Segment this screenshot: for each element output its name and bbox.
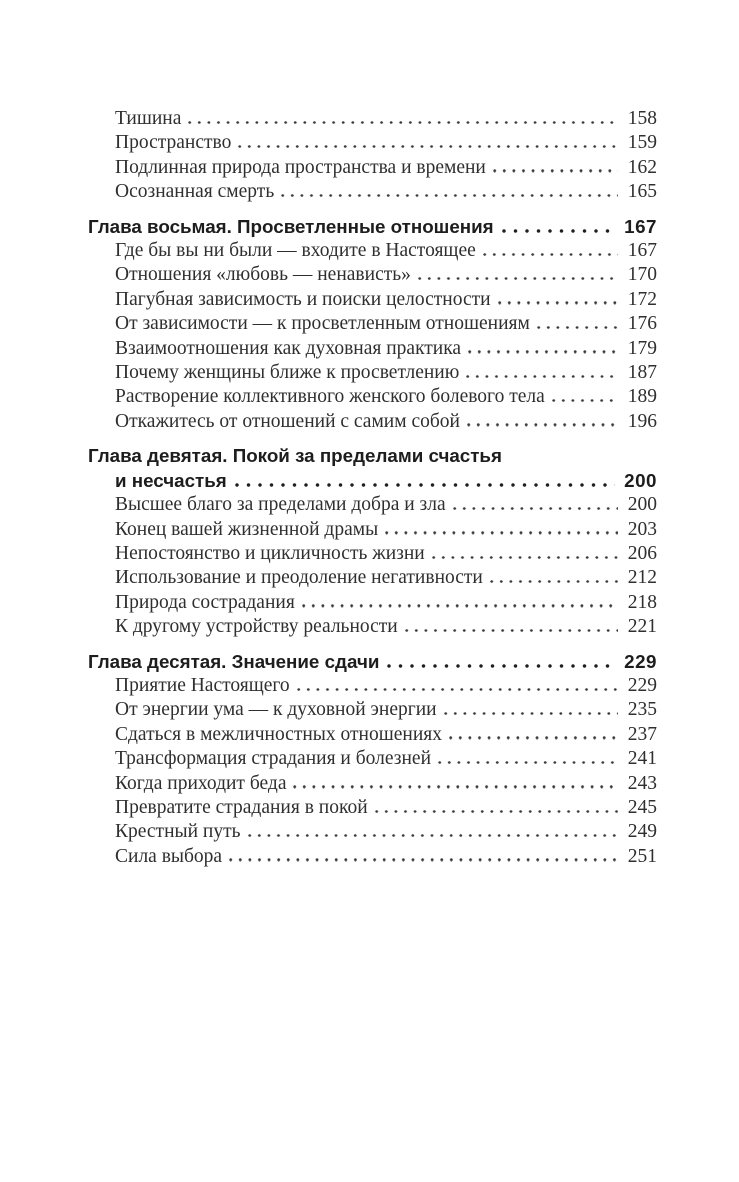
toc-item-title: Трансформация страдания и болезней [115,748,432,770]
dot-leader [453,507,618,510]
toc-item-page-number: 249 [627,821,657,843]
toc-item-row[interactable] [115,698,657,722]
toc-item-title: Растворение коллективного женского болевого тела [115,386,545,408]
toc-item-page-number: 200 [627,494,657,516]
toc-item-title: Осознанная смерть [115,181,275,203]
toc-item-page-number: 189 [627,386,657,408]
toc-item-page-number: 245 [627,796,657,818]
dot-leader [438,761,618,764]
dot-leader [281,194,618,197]
dot-leader [468,350,618,353]
toc-item-title: К другому устройству реальности [115,616,398,638]
toc-item-page-number: 176 [627,313,657,335]
toc-item-row[interactable] [115,410,657,434]
toc-item-page-number: 243 [627,772,657,794]
chapter-heading-line [88,215,657,239]
dot-leader [293,785,618,788]
toc-item-row[interactable] [115,772,657,796]
dot-leader [229,858,618,861]
dot-leader [552,399,618,402]
toc-section [88,444,657,639]
dot-leader [235,483,615,487]
toc-item-page-number: 158 [627,108,657,129]
toc-item-page-number: 187 [627,362,657,384]
dot-leader [387,664,615,668]
chapter-page-number: 200 [624,469,657,491]
toc-item-row[interactable] [115,674,657,698]
toc-item-row[interactable] [115,385,657,409]
dot-leader [498,301,618,304]
toc-item-page-number: 212 [627,567,657,589]
toc-item-row[interactable] [115,542,657,566]
toc-item-row[interactable] [115,337,657,361]
toc-item-title: Приятие Настоящего [115,674,290,696]
toc-item-page-number: 241 [627,748,657,770]
toc-item-page-number: 196 [627,410,657,432]
toc-item-title: От зависимости — к просветленным отношениям [115,313,530,335]
dot-leader [444,712,618,715]
toc-item-page-number: 221 [627,616,657,638]
toc-item-page-number: 229 [627,674,657,696]
toc-section [88,650,657,870]
toc-item-row[interactable] [115,288,657,312]
dot-leader [483,253,618,256]
toc-item-title: Пространство [115,132,232,154]
toc-item-page-number: 170 [627,264,657,286]
toc-item-row[interactable] [115,796,657,820]
dot-leader [467,423,618,426]
dot-leader [375,810,618,813]
toc-item-title: Превратите страдания в покой [115,796,368,818]
toc-item-row[interactable] [115,180,657,204]
chapter-title: Глава десятая. Значение сдачи [88,650,380,672]
toc-item-title: Пагубная зависимость и поиски целостности [115,288,491,310]
dot-leader [248,834,618,837]
toc-item-title: Откажитесь от отношений с самим собой [115,410,460,432]
dot-leader [449,736,618,739]
toc-item-title: Природа сострадания [115,591,295,613]
toc-item-page-number: 251 [627,845,657,867]
toc-item-row[interactable] [115,493,657,517]
toc-item-page-number: 179 [627,337,657,359]
table-of-contents [88,107,657,869]
toc-item-page-number: 167 [627,240,657,262]
toc-item-title: Тишина [115,108,182,129]
toc-item-row[interactable] [115,312,657,336]
toc-item-title: От энергии ума — к духовной энергии [115,699,437,721]
toc-item-row[interactable] [115,820,657,844]
chapter-heading-line [88,650,657,674]
toc-item-row[interactable] [115,747,657,771]
toc-item-row[interactable] [115,239,657,263]
dot-leader [537,326,618,329]
toc-item-page-number: 235 [627,699,657,721]
toc-item-row[interactable] [115,518,657,542]
toc-item-title: Почему женщины ближе к просветлению [115,362,460,384]
dot-leader [502,229,615,233]
toc-section [88,215,657,435]
chapter-title: и несчастья [115,469,227,491]
dot-leader [385,531,618,534]
chapter-page-number: 167 [624,215,657,237]
dot-leader [302,604,618,607]
dot-leader [297,688,618,691]
dot-leader [466,375,618,378]
toc-item-page-number: 203 [627,518,657,540]
dot-leader [188,121,618,124]
chapter-heading-line [115,469,657,493]
toc-item-title: Когда приходит беда [115,772,287,794]
toc-item-title: Отношения «любовь — ненависть» [115,264,411,286]
dot-leader [432,556,618,559]
toc-item-row[interactable] [115,361,657,385]
toc-item-title: Конец вашей жизненной драмы [115,518,379,540]
dot-leader [493,169,618,172]
toc-item-row[interactable] [115,845,657,869]
toc-item-page-number: 159 [627,132,657,154]
toc-item-title: Использование и преодоление негативности [115,567,483,589]
toc-item-page-number: 206 [627,542,657,564]
toc-item-page-number: 218 [627,591,657,613]
toc-item-row[interactable] [115,591,657,615]
toc-section [88,107,657,205]
toc-item-title: Где бы вы ни были — входите в Настоящее [115,240,476,262]
dot-leader [405,629,618,632]
toc-item-title: Высшее благо за пределами добра и зла [115,494,446,516]
chapter-heading-row[interactable] [88,215,657,239]
toc-item-title: Крестный путь [115,821,241,843]
toc-item-page-number: 172 [627,288,657,310]
toc-item-page-number: 165 [627,181,657,203]
chapter-heading-row[interactable] [88,650,657,674]
toc-item-row[interactable] [115,131,657,155]
toc-item-page-number: 237 [627,723,657,745]
toc-item-row[interactable] [115,107,657,131]
toc-item-row[interactable] [115,723,657,747]
toc-item-row[interactable] [115,615,657,639]
toc-item-title: Взаимоотношения как духовная практика [115,337,462,359]
dot-leader [490,580,618,583]
dot-leader [418,277,618,280]
toc-item-title: Сдаться в межличностных отношениях [115,723,442,745]
toc-item-page-number: 162 [627,156,657,178]
toc-item-title: Подлинная природа пространства и времени [115,156,486,178]
toc-item-title: Сила выбора [115,845,223,867]
toc-item-row[interactable] [115,566,657,590]
chapter-heading-row[interactable] [88,444,657,493]
toc-item-row[interactable] [115,156,657,180]
chapter-title: Глава восьмая. Просветленные отношения [88,215,494,237]
chapter-title: Глава девятая. Покой за пределами счастья [88,445,502,467]
chapter-heading-line [88,444,657,468]
toc-item-title: Непостоянство и цикличность жизни [115,542,425,564]
chapter-page-number: 229 [624,650,657,672]
dot-leader [238,145,618,148]
toc-item-row[interactable] [115,263,657,287]
